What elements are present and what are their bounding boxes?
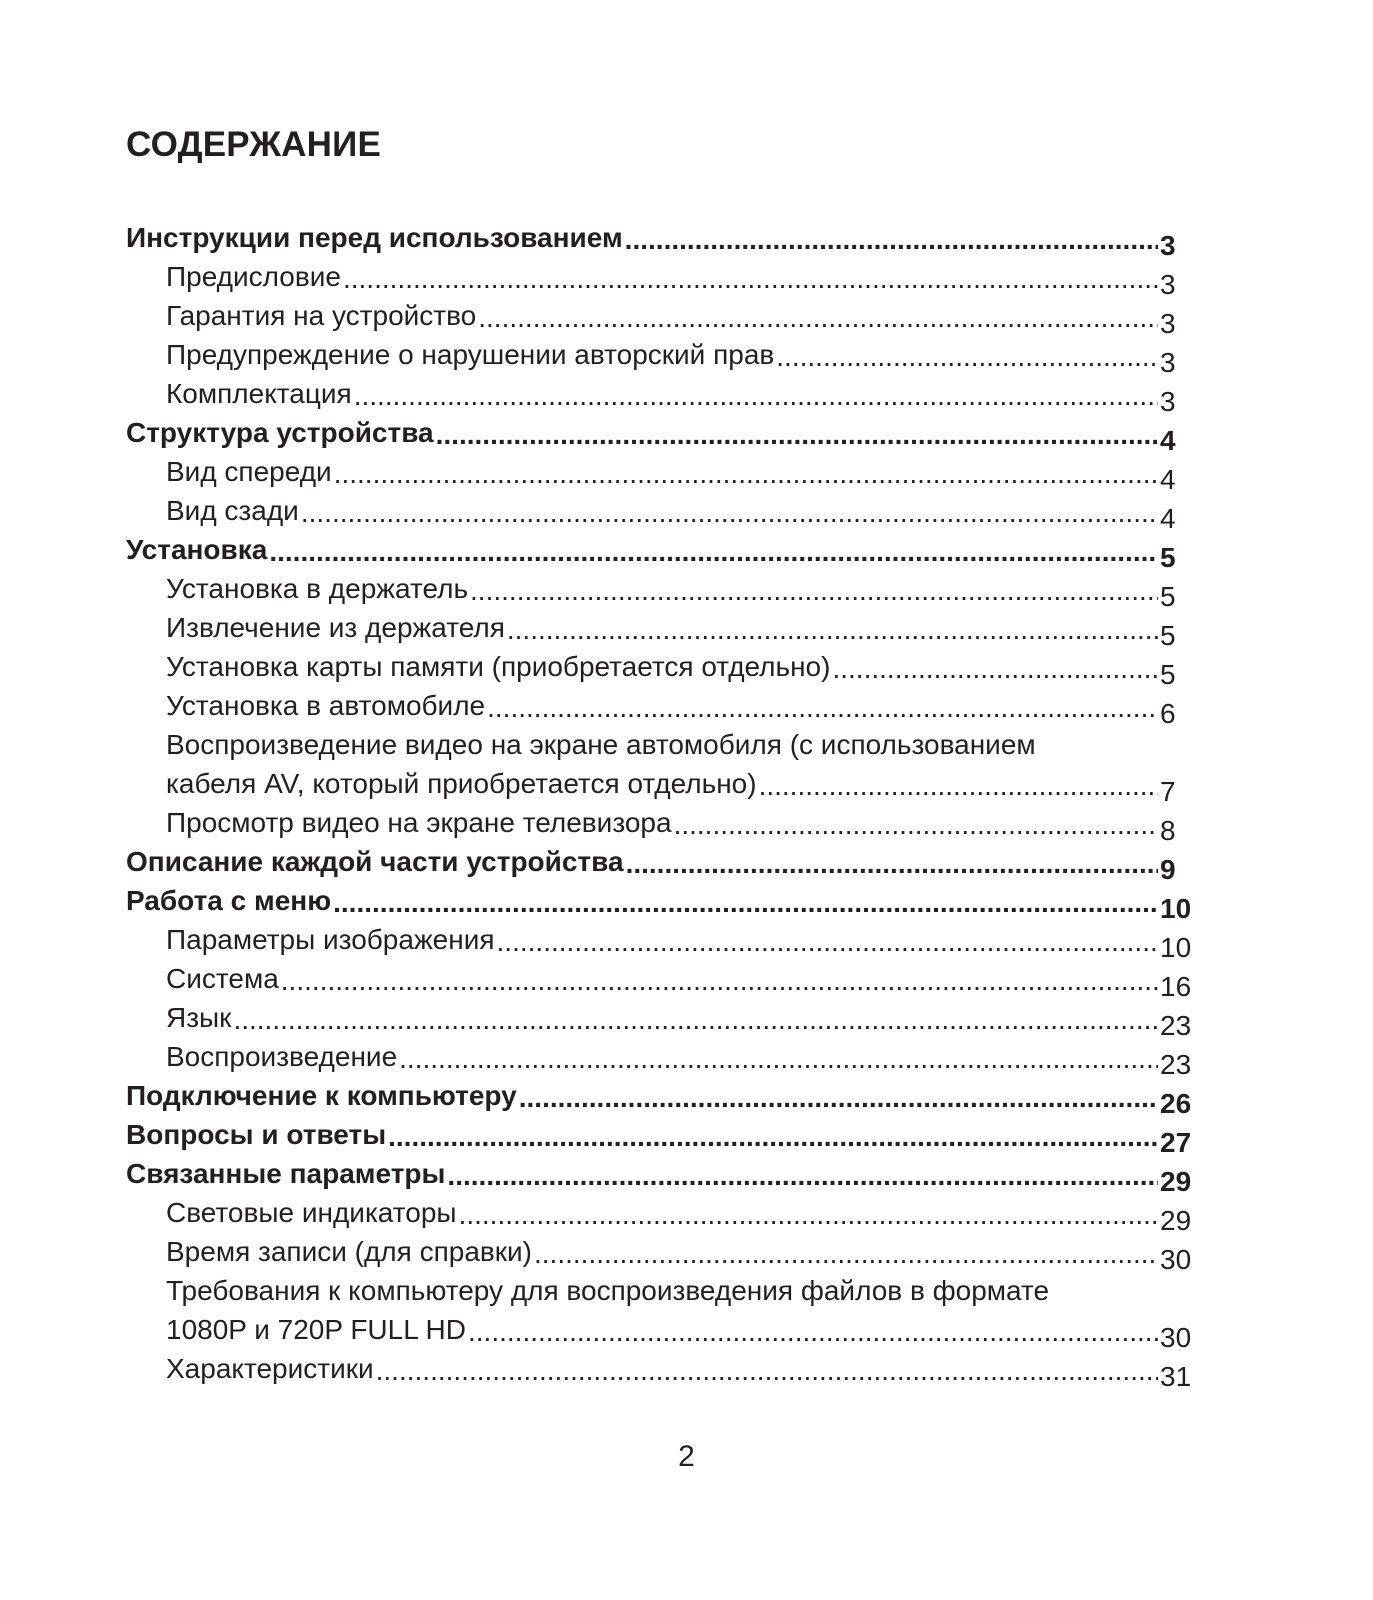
toc-entry-label: Время записи (для справки): [166, 1236, 532, 1267]
toc-entry-page: 3: [1160, 386, 1176, 417]
dot-leader: [534, 1234, 1158, 1273]
toc-entry-label: кабеля AV, который приобретается отдельно): [166, 768, 757, 799]
toc-entry[interactable]: [126, 881, 1196, 924]
toc-entry-label: Система: [166, 963, 279, 994]
toc-entry-label: Предупреждение о нарушении авторский прав: [166, 339, 775, 370]
toc-entry-page: 26: [1160, 1088, 1192, 1119]
toc-entry-page: 4: [1160, 464, 1176, 495]
toc-entry-page: 7: [1160, 776, 1176, 807]
toc-entry-page: 6: [1160, 698, 1176, 729]
toc-entry-label: 1080P и 720P FULL HD: [166, 1314, 466, 1345]
toc-entry[interactable]: [126, 413, 1196, 456]
toc-entry[interactable]: [126, 1037, 1196, 1080]
toc-entry-page: 27: [1160, 1127, 1192, 1158]
toc-entry[interactable]: [126, 1115, 1196, 1158]
page-title: СОДЕРЖАНИЕ: [126, 125, 382, 164]
toc-entry-label: Извлечение из держателя: [166, 612, 505, 643]
toc-entry[interactable]: [126, 647, 1196, 690]
toc-entry[interactable]: [126, 1154, 1196, 1197]
toc-entry-page: 5: [1160, 659, 1176, 690]
toc-entry-page: 29: [1160, 1166, 1192, 1197]
toc-entry[interactable]: [126, 1076, 1196, 1119]
toc-entry-label-line1: Требования к компьютеру для воспроизведения файлов в формате: [166, 1275, 1050, 1306]
toc-entry-label: Описание каждой части устройства: [126, 846, 624, 877]
toc-entry-label: Вид сзади: [166, 495, 299, 526]
toc-entry[interactable]: [126, 1193, 1196, 1236]
toc-entry[interactable]: [126, 920, 1196, 963]
dot-leader: [487, 688, 1158, 727]
dot-leader: [832, 649, 1158, 688]
toc-entry[interactable]: [126, 998, 1196, 1041]
toc-entry-page: 9: [1160, 854, 1176, 885]
dot-leader: [497, 922, 1158, 961]
toc-entry-page: 5: [1160, 620, 1176, 651]
toc-entry-label: Вид спереди: [166, 456, 332, 487]
toc-entry-page: 5: [1160, 542, 1176, 573]
toc-entry-page: 29: [1160, 1205, 1192, 1236]
toc-entry-label: Структура устройства: [126, 417, 434, 448]
toc-entry[interactable]: [126, 608, 1196, 651]
toc-entry[interactable]: [126, 491, 1196, 534]
dot-leader: [388, 1117, 1158, 1156]
toc-entry-label-line1: Воспроизведение видео на экране автомобиля (с использованием: [166, 729, 1036, 760]
toc-entry-label: Работа с меню: [126, 885, 332, 916]
toc-entry[interactable]: [126, 374, 1196, 417]
toc-entry-page: 23: [1160, 1049, 1192, 1080]
dot-leader: [470, 571, 1158, 610]
dot-leader: [478, 298, 1158, 337]
toc-entry[interactable]: [126, 959, 1196, 1002]
toc-entry[interactable]: [126, 257, 1196, 300]
dot-leader: [626, 844, 1158, 883]
table-of-contents: [126, 218, 1196, 1392]
toc-entry-label: Гарантия на устройство: [166, 300, 477, 331]
dot-leader: [759, 766, 1158, 805]
toc-entry-page: 16: [1160, 971, 1192, 1002]
toc-entry[interactable]: [126, 1349, 1196, 1392]
dot-leader: [459, 1195, 1158, 1234]
dot-leader: [507, 610, 1158, 649]
toc-entry-label: Установка: [126, 534, 268, 565]
toc-entry-label: Подключение к компьютеру: [126, 1080, 517, 1111]
dot-leader: [233, 1000, 1158, 1039]
toc-entry-label: Световые индикаторы: [166, 1197, 457, 1228]
toc-entry-page: 8: [1160, 815, 1176, 846]
dot-leader: [399, 1039, 1158, 1078]
toc-entry-page: 30: [1160, 1244, 1192, 1275]
toc-entry[interactable]: [126, 530, 1196, 573]
dot-leader: [436, 415, 1158, 454]
dot-leader: [334, 454, 1158, 493]
toc-entry-label: Установка карты памяти (приобретается отдельно): [166, 651, 831, 682]
toc-entry[interactable]: [126, 842, 1196, 885]
toc-entry-label: Комплектация: [166, 378, 352, 409]
toc-entry[interactable]: [126, 296, 1196, 339]
dot-leader: [354, 376, 1158, 415]
toc-entry-page: 5: [1160, 581, 1176, 612]
toc-entry-page: 10: [1160, 932, 1192, 963]
dot-leader: [447, 1156, 1158, 1195]
toc-entry[interactable]: [126, 1232, 1196, 1275]
toc-entry-label: Параметры изображения: [166, 924, 495, 955]
toc-entry-label: Установка в держатель: [166, 573, 469, 604]
toc-entry[interactable]: [126, 569, 1196, 612]
toc-entry[interactable]: [126, 803, 1196, 846]
toc-entry[interactable]: [126, 218, 1196, 261]
dot-leader: [269, 532, 1158, 571]
dot-leader: [343, 259, 1158, 298]
dot-leader: [674, 805, 1158, 844]
toc-entry-page: 3: [1160, 347, 1176, 378]
dot-leader: [376, 1351, 1158, 1390]
dot-leader: [333, 883, 1158, 922]
toc-entry-label: Просмотр видео на экране телевизора: [166, 807, 672, 838]
toc-entry[interactable]: [126, 686, 1196, 729]
dot-leader: [625, 220, 1158, 259]
toc-entry-label: Установка в автомобиле: [166, 690, 486, 721]
page-number: 2: [678, 1440, 695, 1473]
toc-entry-label: Воспроизведение: [166, 1041, 398, 1072]
dot-leader: [519, 1078, 1158, 1117]
dot-leader: [281, 961, 1158, 1000]
toc-entry-label: Предисловие: [166, 261, 341, 292]
toc-entry-label: Связанные параметры: [126, 1158, 446, 1189]
toc-entry-page: 23: [1160, 1010, 1192, 1041]
dot-leader: [301, 493, 1158, 532]
toc-entry-page: 10: [1160, 893, 1192, 924]
toc-entry-page: 3: [1160, 230, 1176, 261]
dot-leader: [776, 337, 1158, 376]
toc-entry[interactable]: [126, 725, 1196, 807]
toc-entry-page: 4: [1160, 425, 1176, 456]
toc-entry-page: 31: [1160, 1361, 1192, 1392]
toc-entry-page: 3: [1160, 308, 1176, 339]
toc-entry[interactable]: [126, 335, 1196, 378]
toc-entry-label: Язык: [166, 1002, 232, 1033]
toc-entry-label: Характеристики: [166, 1353, 374, 1384]
toc-entry[interactable]: [126, 1271, 1196, 1353]
toc-entry-label: Инструкции перед использованием: [126, 222, 623, 253]
dot-leader: [468, 1312, 1158, 1351]
toc-entry[interactable]: [126, 452, 1196, 495]
toc-entry-label: Вопросы и ответы: [126, 1119, 387, 1150]
toc-entry-page: 3: [1160, 269, 1176, 300]
toc-entry-page: 30: [1160, 1322, 1192, 1353]
toc-entry-page: 4: [1160, 503, 1176, 534]
